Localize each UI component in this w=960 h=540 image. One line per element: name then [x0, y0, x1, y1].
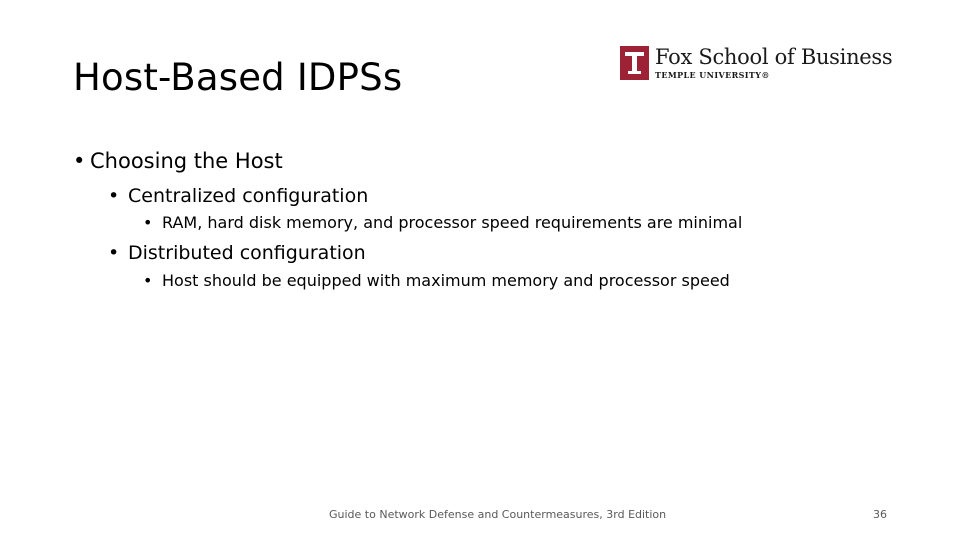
slide-footer: Guide to Network Defense and Countermeasures, 3rd Edition: [329, 508, 667, 521]
logo-text: [655, 47, 892, 79]
bullet-text: RAM, hard disk memory, and processor speed requirements are minimal: [162, 213, 743, 232]
bullet-distributed-requirements: [143, 271, 730, 290]
bullet-icon: •: [73, 149, 86, 173]
bullet-icon: •: [143, 271, 153, 290]
bullet-icon: •: [108, 242, 120, 264]
bullet-choosing-host: [73, 149, 283, 173]
temple-t-icon: [620, 46, 649, 80]
bullet-text: Centralized configuration: [128, 185, 369, 207]
fox-school-logo: [620, 44, 892, 82]
logo-name: Fox School of Business: [655, 45, 893, 69]
bullet-centralized-requirements: [143, 213, 742, 232]
logo-subtitle: TEMPLE UNIVERSITY®: [655, 70, 770, 80]
bullet-distributed-configuration: [108, 242, 366, 264]
bullet-text: Host should be equipped with maximum memory and processor speed: [162, 271, 730, 290]
bullet-icon: •: [143, 213, 153, 232]
page-number: 36: [873, 508, 887, 521]
slide-title: Host-Based IDPSs: [73, 56, 403, 99]
bullet-icon: •: [108, 185, 120, 207]
bullet-centralized-configuration: [108, 185, 368, 207]
bullet-text: Choosing the Host: [90, 149, 283, 173]
bullet-text: Distributed configuration: [128, 242, 366, 264]
